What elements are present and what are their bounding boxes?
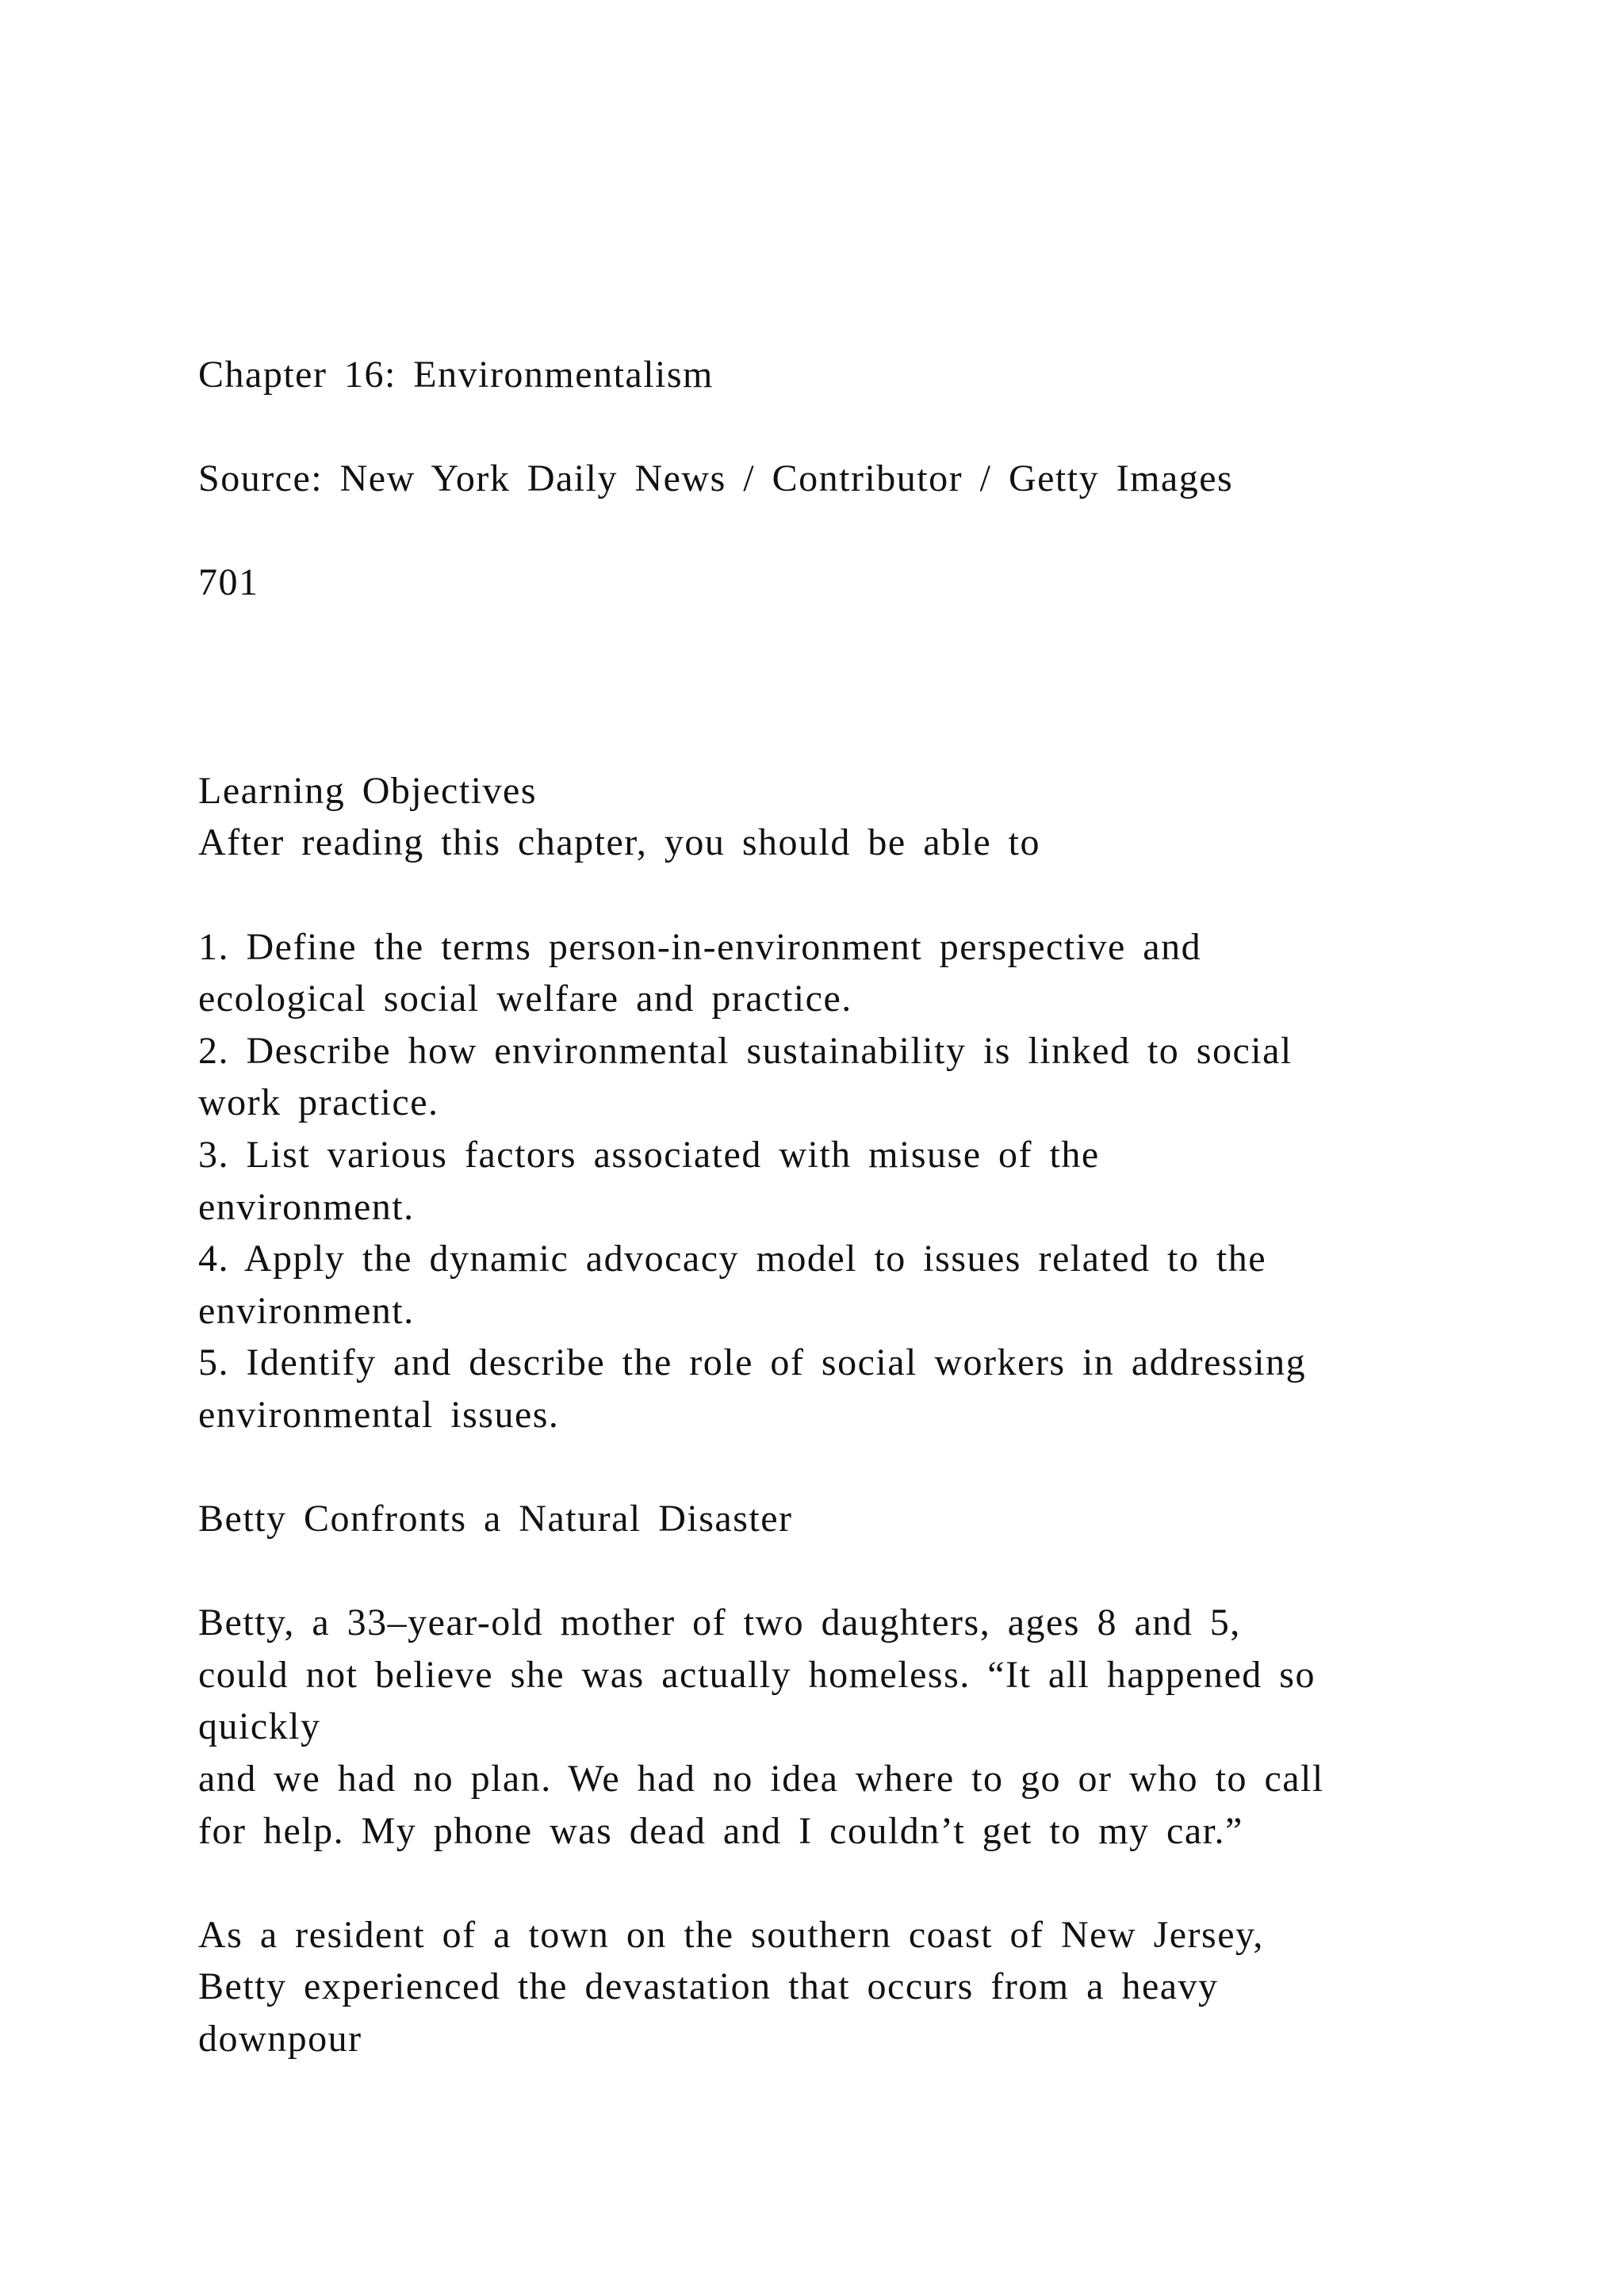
spacer [198, 1857, 1546, 1909]
objective-line: 3. List various factors associated with misuse of the [198, 1133, 1100, 1176]
objective-line: environment. [198, 1185, 415, 1228]
objective-line: work practice. [198, 1081, 439, 1124]
paragraph-line: downpour [198, 2018, 362, 2060]
spacer [198, 869, 1546, 921]
paragraph-line: Betty, a 33–year-old mother of two daughters, ages 8 and 5, [198, 1601, 1241, 1644]
paragraph-line: quickly [198, 1705, 321, 1748]
chapter-heading: Chapter 16: Environmentalism [198, 354, 714, 396]
paragraph-line: for help. My phone was dead and I couldn’t get to my car.” [198, 1809, 1243, 1852]
source-credit: Source: New York Daily News / Contributor / Getty Images [198, 457, 1234, 500]
objective-line: 4. Apply the dynamic advocacy model to issues related to the [198, 1238, 1267, 1280]
paragraph-line: could not believe she was actually homeless. “It all happened so [198, 1653, 1316, 1696]
spacer [198, 401, 1546, 453]
objective-line: 2. Describe how environmental sustainability is linked to social [198, 1029, 1293, 1072]
spacer [198, 505, 1546, 557]
objective-line: environmental issues. [198, 1393, 560, 1436]
paragraph-line: and we had no plan. We had no idea where to go or who to call [198, 1758, 1324, 1800]
page-number: 701 [198, 561, 259, 604]
learning-objectives-intro: After reading this chapter, you should be able to [198, 821, 1040, 864]
objective-line: ecological social welfare and practice. [198, 978, 852, 1020]
paragraph-line: Betty experienced the devastation that occurs from a heavy [198, 1965, 1219, 2008]
spacer [198, 713, 1546, 765]
objective-line: 5. Identify and describe the role of social workers in addressing [198, 1341, 1307, 1384]
document-text [198, 349, 1546, 2065]
case-study-title: Betty Confronts a Natural Disaster [198, 1498, 793, 1540]
paragraph-line: As a resident of a town on the southern coast of New Jersey, [198, 1913, 1264, 1956]
spacer [198, 1441, 1546, 1493]
learning-objectives-title: Learning Objectives [198, 769, 538, 812]
objective-line: 1. Define the terms person-in-environment perspective and [198, 925, 1202, 968]
spacer [198, 609, 1546, 713]
objective-line: environment. [198, 1289, 415, 1332]
spacer [198, 1545, 1546, 1598]
